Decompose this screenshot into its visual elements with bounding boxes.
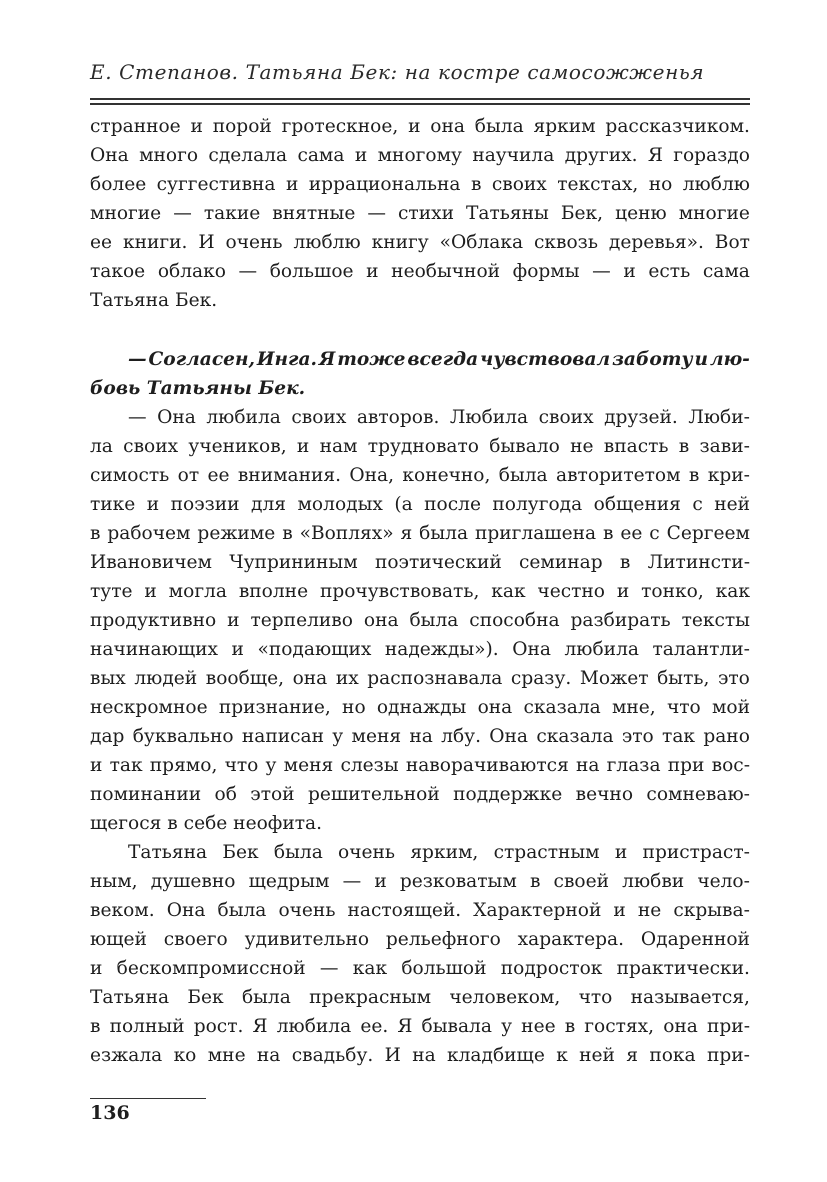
interview-question bbox=[90, 345, 750, 403]
text-line: более суггестивна и иррациональна в своих текстах, но люблю bbox=[90, 174, 750, 195]
paragraph-1 bbox=[90, 112, 750, 315]
text-line: Ивановичем Чуприниным поэтический семинар в Литинсти- bbox=[90, 552, 750, 573]
question-line: бовь Татьяны Бек. bbox=[90, 378, 306, 399]
text-line: и так прямо, что у меня слезы наворачиваются на глаза при вос- bbox=[90, 755, 750, 776]
text-line: ющей своего удивительно рельефного характера. Одаренной bbox=[90, 929, 750, 950]
text-line: такое облако — большое и необычной формы — и есть сама bbox=[90, 261, 750, 282]
text-line: Она много сделала сама и многому научила других. Я гораздо bbox=[90, 145, 750, 166]
text-line: симость от ее внимания. Она, конечно, была авторитетом в кри- bbox=[90, 465, 750, 486]
text-line: и бескомпромиссной — как большой подросток практически. bbox=[90, 958, 750, 979]
text-line: поминании об этой решительной поддержке вечно сомневаю- bbox=[90, 784, 750, 805]
text-line: Татьяна Бек была очень ярким, страстным и пристраст- bbox=[128, 842, 750, 863]
text-line: — Она любила своих авторов. Любила своих друзей. Люби- bbox=[128, 407, 750, 428]
text-line: дар буквально написан у меня на лбу. Она сказала это так рано bbox=[90, 726, 750, 747]
page-body bbox=[90, 112, 750, 1070]
text-line: многие — такие внятные — стихи Татьяны Бек, ценю многие bbox=[90, 203, 750, 224]
page-number: 136 bbox=[90, 1102, 130, 1124]
text-line: в полный рост. Я любила ее. Я бывала у нее в гостях, она при- bbox=[90, 1016, 750, 1037]
text-line: езжала ко мне на свадьбу. И на кладбище к ней я пока при- bbox=[90, 1045, 750, 1066]
text-line: Татьяна Бек была прекрасным человеком, что называется, bbox=[90, 987, 750, 1008]
text-line: ла своих учеников, и нам трудновато бывало не впасть в зави- bbox=[90, 436, 750, 457]
text-line: веком. Она была очень настоящей. Характерной и не скрыва- bbox=[90, 900, 750, 921]
text-line: в рабочем режиме в «Воплях» я была приглашена в ее с Сергеем bbox=[90, 523, 750, 544]
header-rule-top bbox=[90, 98, 750, 100]
footer-rule bbox=[90, 1098, 206, 1099]
text-line: ным, душевно щедрым — и резковатым в своей любви чело- bbox=[90, 871, 750, 892]
text-line: странное и порой гротескное, и она была ярким рассказчиком. bbox=[90, 116, 750, 137]
paragraph-gap bbox=[90, 315, 750, 345]
text-line: ее книги. И очень люблю книгу «Облака сквозь деревья». Вот bbox=[90, 232, 750, 253]
text-line: вых людей вообще, она их распознавала сразу. Может быть, это bbox=[90, 668, 750, 689]
text-line: тике и поэзии для молодых (а после полугода общения с ней bbox=[90, 494, 750, 515]
text-line: Татьяна Бек. bbox=[90, 290, 218, 311]
text-line: начинающих и «подающих надежды»). Она любила талантли- bbox=[90, 639, 750, 660]
text-line: щегося в себе неофита. bbox=[90, 813, 323, 834]
header-rule-bottom bbox=[90, 103, 750, 105]
text-line: продуктивно и терпеливо она была способна разбирать тексты bbox=[90, 610, 750, 631]
running-header: Е. Степанов. Татьяна Бек: на костре самосожженья bbox=[90, 60, 705, 84]
paragraph-2 bbox=[90, 403, 750, 838]
text-line: туте и могла вполне прочувствовать, как честно и тонко, как bbox=[90, 581, 750, 602]
paragraph-3 bbox=[90, 838, 750, 1070]
text-line: нескромное признание, но однажды она сказала мне, что мой bbox=[90, 697, 750, 718]
question-line: — Согласен, Инга. Я тоже всегда чувствовал заботу и лю- bbox=[128, 349, 750, 370]
